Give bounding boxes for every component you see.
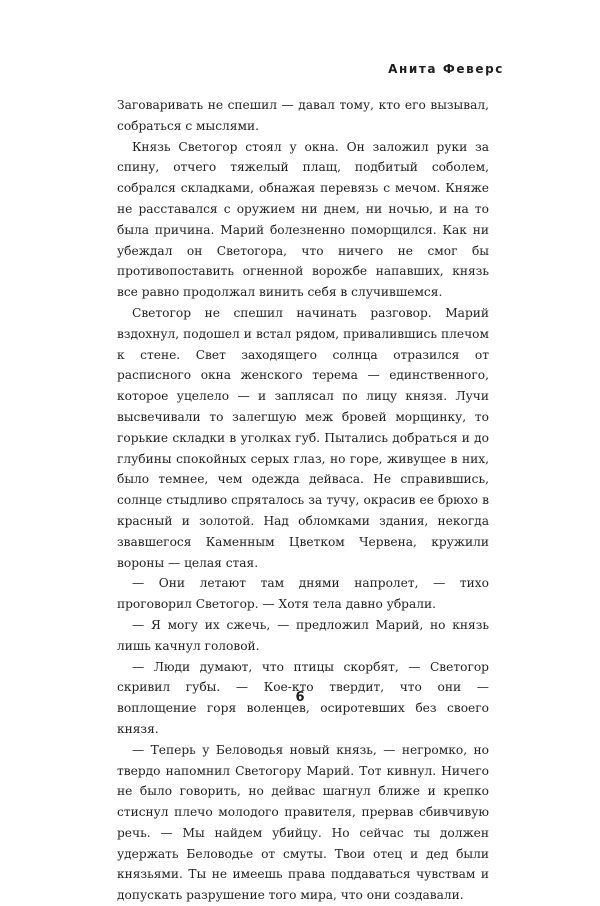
paragraph: — Я могу их сжечь, — предложил Марий, но князь лишь качнул головой.	[117, 617, 489, 653]
paragraph: — Они летают там днями напролет, — тихо проговорил Светогор. — Хотя тела давно убрали.	[117, 576, 489, 612]
paragraph: Князь Светогор стоял у окна. Он заложил руки за спину, отчего тяжелый плащ, подбитый соболем, собрался складками, обнажая перевязь с мечом. Княже не расставался с оружием ни днем, ни ночью, и на то была причина. Марий болезненно поморщился. Как ни убеждал он Светогора, что ничего не смог бы противопоставить огненной ворожбе напавших, князь все равно продолжал винить себя в случившемся.	[117, 139, 489, 300]
body-text	[117, 95, 489, 906]
paragraph: Заговаривать не спешил — давал тому, кто его вызывал, собраться с мыслями.	[117, 98, 489, 133]
paragraph: — Теперь у Беловодья новый князь, — негромко, но твердо напомнил Светогору Марий. Тот кивнул. Ничего не было говорить, но дейвас шагнул ближе и крепко стиснул плечо молодого правителя, прервав сбивчивую речь. — Мы найдем убийцу. Но сейчас ты должен удержать Беловодье от смуты. Твои отец и дед были князьями. Ты не имеешь права поддаваться чувствам и допускать разрушение того мира, что они создавали.	[117, 742, 489, 903]
paragraph: — Люди думают, что птицы скорбят, — Светогор скривил губы. — Кое-кто твердит, что они — воплощение горя воленцев, осиротевших без своего князя.	[117, 659, 489, 736]
running-header-author: Анита Феверс	[388, 62, 504, 76]
page-number: 6	[295, 690, 305, 705]
paragraph: Светогор не спешил начинать разговор. Марий вздохнул, подошел и встал рядом, привалившись плечом к стене. Свет заходящего солнца отразился от расписного окна женского терема — единственного, которое уцелело — и заплясал по лицу князя. Лучи высвечивали то залегшую меж бровей морщинку, то горькие складки в уголках губ. Пытались добраться и до глубины спокойных серых глаз, но горе, живущее в них, было темнее, чем одежда дейваса. Не справившись, солнце стыдливо спряталось за тучу, окрасив ее брюхо в красный и золотой. Над обломками здания, некогда звавшегося Каменным Цветком Червена, кружили вороны — целая стая.	[117, 305, 489, 570]
